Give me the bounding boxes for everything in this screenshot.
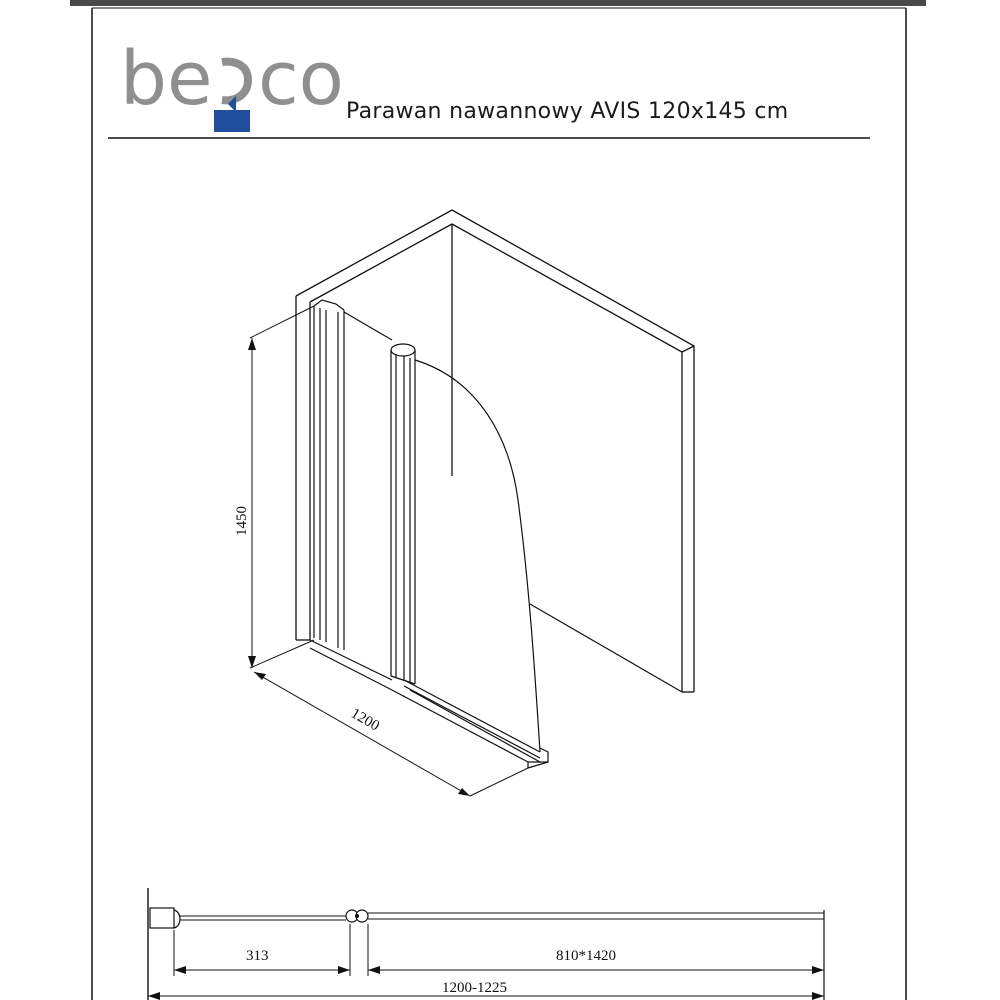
dimension-width: [254, 672, 528, 796]
dimension-height-label: 1450: [234, 506, 250, 536]
wall-profile: [150, 908, 174, 928]
hinge-profile: [346, 910, 368, 922]
page-frame: [70, 0, 926, 1000]
dimension-swing-panel: [368, 948, 824, 974]
header: [108, 36, 870, 138]
plan-view: [148, 888, 824, 1000]
logo-text-left: be: [120, 36, 213, 122]
dimension-fixed-panel: [174, 948, 350, 974]
dimension-swing-panel-label: 810*1420: [556, 948, 616, 964]
dimension-total: [148, 980, 824, 1000]
fixed-panel: [310, 300, 392, 690]
logo-blue-square: [214, 110, 250, 132]
dimension-total-label: 1200-1225: [442, 980, 507, 996]
isometric-view: [234, 210, 694, 796]
swing-panel: [391, 344, 548, 768]
wall: [296, 210, 694, 692]
logo-drop-icon: [222, 62, 248, 101]
dimension-fixed-panel-label: 313: [246, 948, 269, 964]
dimension-width-label: 1200: [348, 705, 382, 735]
logo-text-right: co: [258, 36, 344, 122]
document-title: Parawan nawannowy AVIS 120x145 cm: [346, 99, 789, 124]
besco-logo: [120, 36, 344, 132]
dimension-height: [234, 306, 314, 668]
